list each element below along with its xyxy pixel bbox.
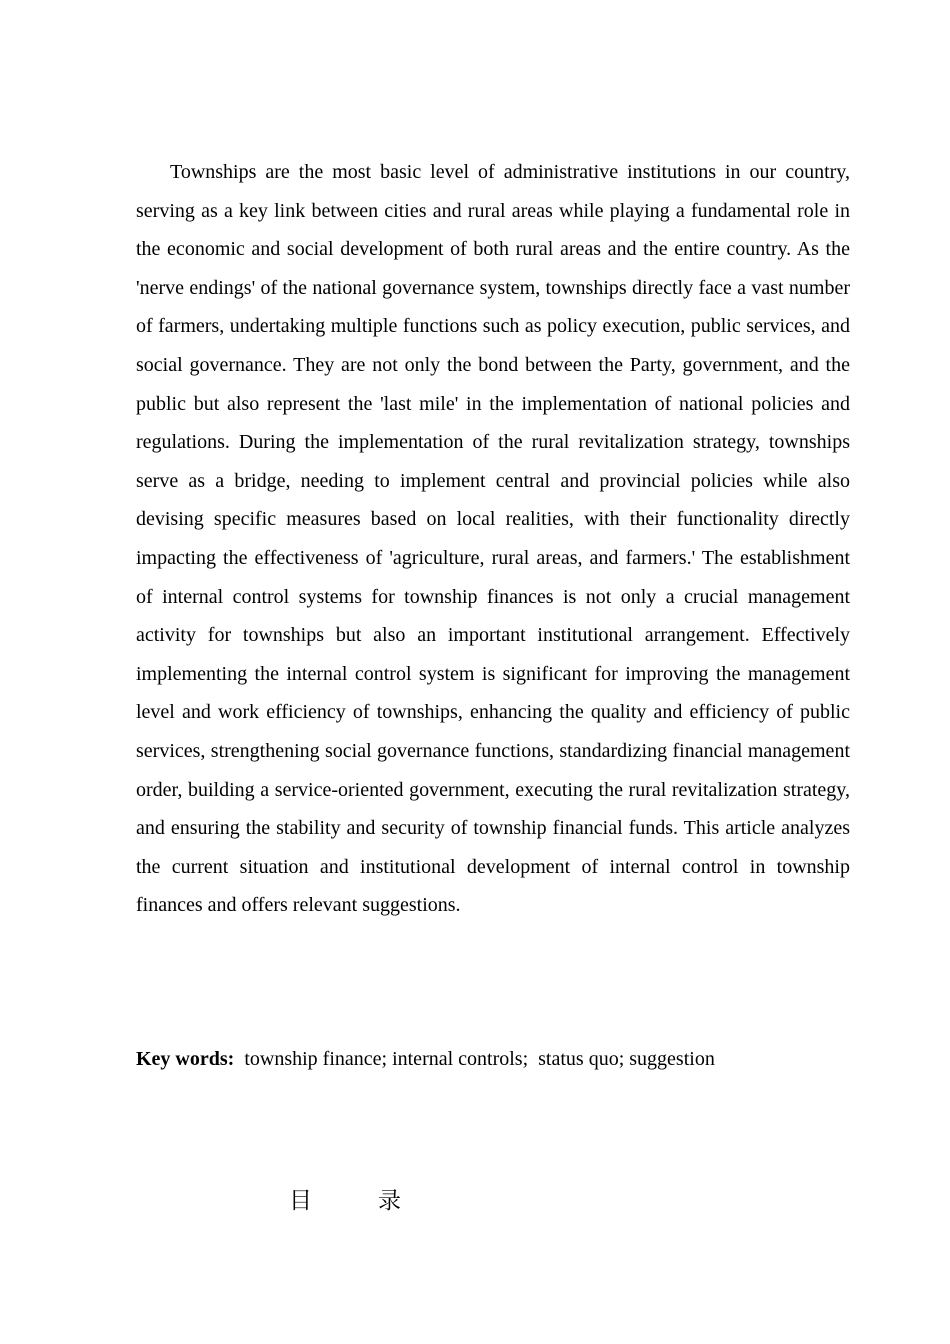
abstract-paragraph: Townships are the most basic level of administrative institutions in our country, serving as a key link between cities and rural areas while playing a fundamental role in the economic and social development of both rural areas and the entire country. As the 'nerve endings' of the national governance system, townships directly face a vast number of farmers, undertaking multiple functions such as policy execution, public services, and social governance. They are not only the bond between the Party, government, and the public but also represent the 'last mile' in the implementation of national policies and regulations. During the implementation of the rural revitalization strategy, townships serve as a bridge, needing to implement central and provincial policies while also devising specific measures based on local realities, with their functionality directly impacting the effectiveness of 'agriculture, rural areas, and farmers.' The establishment of internal control systems for township finances is not only a crucial management activity for townships but also an important institutional arrangement. Effectively implementing the internal control system is significant for improving the management level and work efficiency of townships, enhancing the quality and efficiency of public services, strengthening social governance functions, standardizing financial management order, building a service-oriented government, executing the rural revitalization strategy, and ensuring the stability and security of township financial funds. This article analyzes the current situation and institutional development of internal control in township finances and offers relevant suggestions. <box>136 161 850 917</box>
keywords-label: Key words: <box>136 1048 235 1070</box>
table-of-contents-heading <box>289 1184 401 1218</box>
keywords-value: township finance; internal controls; status quo; suggestion <box>234 1048 715 1070</box>
toc-heading-char: 录 <box>378 1188 401 1214</box>
toc-heading-char: 目 <box>289 1188 312 1214</box>
keywords-line <box>136 1040 850 1078</box>
